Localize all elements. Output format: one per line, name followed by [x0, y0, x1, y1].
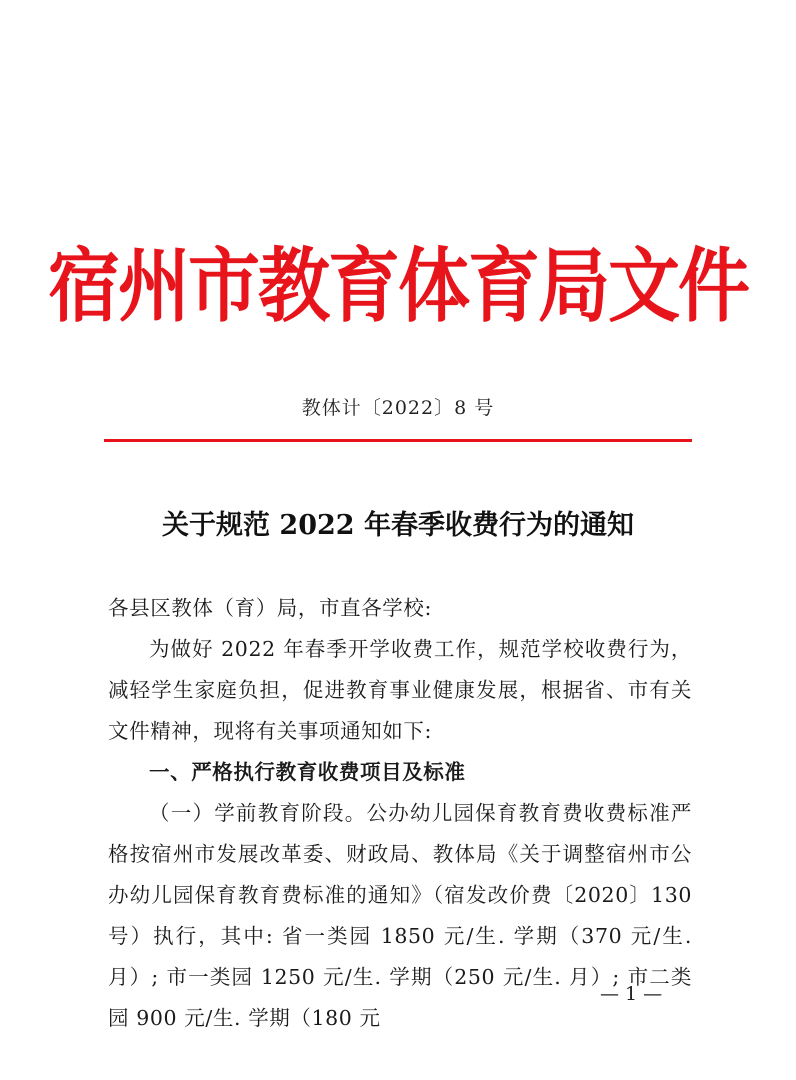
addressee-line: 各县区教体（育）局，市直各学校: [108, 596, 433, 620]
intro-paragraph: 为做好 2022 年春季开学收费工作，规范学校收费行为，减轻学生家庭负担，促进教育事业健康发展，根据省、市有关文件精神，现将有关事项通知如下: [108, 637, 692, 743]
document-title: 关于规范 2022 年春季收费行为的通知 [162, 510, 634, 541]
section-paragraph: （一）学前教育阶段。公办幼儿园保育教育费收费标准严格按宿州市发展改革委、财政局、教体局《关于调整宿州市公办幼儿园保育教育费标准的通知》（宿发改价费〔2020〕130 号）执行，其中: 省一类园 1850 元/生. 学期（370 元/生. 月）; 市一类园 1250 元/生. 学期（250 元/生. 月）; 市二类园 900 元/生. 学期（180 元 [108, 801, 692, 1030]
page-number: — 1 — [600, 983, 663, 1005]
document-body [108, 588, 692, 1039]
red-divider-line [104, 439, 692, 442]
document-number: 教体计〔2022〕8 号 [301, 397, 495, 419]
issuer-masthead: 宿州市教育体育局文件 [47, 237, 748, 333]
section-heading: 一、严格执行教育收费项目及标准 [149, 760, 466, 784]
